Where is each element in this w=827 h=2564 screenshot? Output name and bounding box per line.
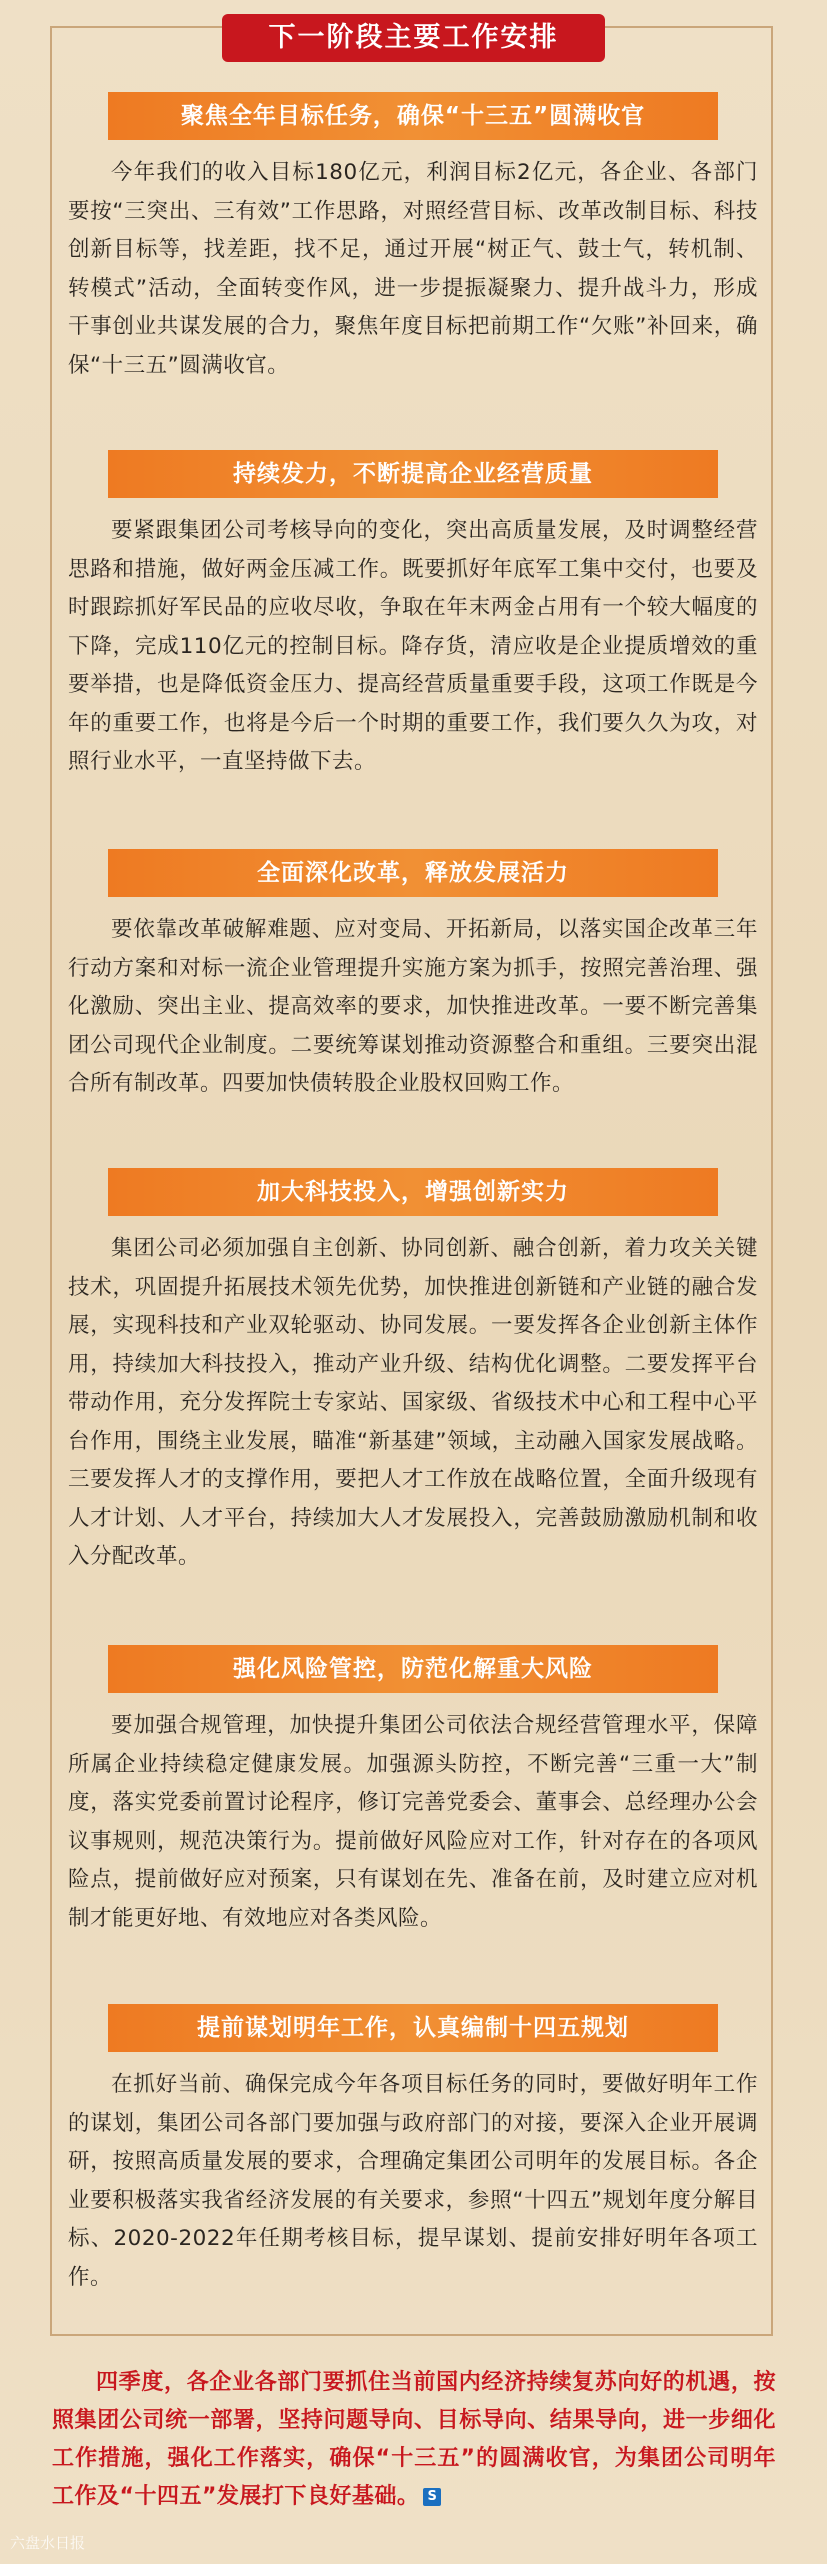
section-heading: 强化风险管控，防范化解重大风险	[108, 1645, 718, 1693]
section-4	[68, 1168, 758, 1577]
watermark: 六盘水日报	[10, 2534, 86, 2552]
page-title: 下一阶段主要工作安排	[222, 14, 605, 62]
section-body: 集团公司必须加强自主创新、协同创新、融合创新，着力攻关关键技术，巩固提升拓展技术领先优势，加快推进创新链和产业链的融合发展，实现科技和产业双轮驱动、协同发展。一要发挥各企业创新主体作用，持续加大科技投入，推动产业升级、结构优化调整。二要发挥平台带动作用，充分发挥院士专家站、国家级、省级技术中心和工程中心平台作用，围绕主业发展，瞄准“新基建”领域，主动融入国家发展战略。三要发挥人才的支撑作用，要把人才工作放在战略位置，全面升级现有人才计划、人才平台，持续加大人才发展投入，完善鼓励激励机制和收入分配改革。	[68, 1236, 758, 1569]
section-body: 要依靠改革破解难题、应对变局、开拓新局，以落实国企改革三年行动方案和对标一流企业管理提升实施方案为抓手，按照完善治理、强化激励、突出主业、提高效率的要求，加快推进改革。一要不断完善集团公司现代企业制度。二要统筹谋划推动资源整合和重组。三要突出混合所有制改革。四要加快债转股企业股权回购工作。	[68, 917, 758, 1096]
closing-paragraph	[52, 2364, 776, 2516]
section-1	[68, 92, 758, 385]
end-mark-icon: S	[423, 2488, 441, 2506]
section-heading: 全面深化改革，释放发展活力	[108, 849, 718, 897]
section-6	[68, 2004, 758, 2297]
section-heading: 持续发力，不断提高企业经营质量	[108, 450, 718, 498]
section-body: 今年我们的收入目标180亿元，利润目标2亿元，各企业、各部门要按“三突出、三有效”工作思路，对照经营目标、改革改制目标、科技创新目标等，找差距，找不足，通过开展“树正气、鼓士气，转机制、转模式”活动，全面转变作风，进一步提振凝聚力、提升战斗力，形成干事创业共谋发展的合力，聚焦年度目标把前期工作“欠账”补回来，确保“十三五”圆满收官。	[68, 160, 758, 378]
section-2	[68, 450, 758, 782]
section-body: 要紧跟集团公司考核导向的变化，突出高质量发展，及时调整经营思路和措施，做好两金压减工作。既要抓好年底军工集中交付，也要及时跟踪抓好军民品的应收尽收，争取在年末两金占用有一个较大幅度的下降，完成110亿元的控制目标。降存货，清应收是企业提质增效的重要举措，也是降低资金压力、提高经营质量重要手段，这项工作既是今年的重要工作，也将是今后一个时期的重要工作，我们要久久为攻，对照行业水平，一直坚持做下去。	[68, 518, 758, 774]
section-body: 在抓好当前、确保完成今年各项目标任务的同时，要做好明年工作的谋划，集团公司各部门要加强与政府部门的对接，要深入企业开展调研，按照高质量发展的要求，合理确定集团公司明年的发展目标。各企业要积极落实我省经济发展的有关要求，参照“十四五”规划年度分解目标、2020-2022年任期考核目标，提早谋划、提前安排好明年各项工作。	[68, 2072, 758, 2290]
section-heading: 聚焦全年目标任务，确保“十三五”圆满收官	[108, 92, 718, 140]
section-5	[68, 1645, 758, 1938]
section-3	[68, 849, 758, 1104]
section-heading: 提前谋划明年工作，认真编制十四五规划	[108, 2004, 718, 2052]
section-body: 要加强合规管理，加快提升集团公司依法合规经营管理水平，保障所属企业持续稳定健康发展。加强源头防控，不断完善“三重一大”制度，落实党委前置讨论程序，修订完善党委会、董事会、总经理办公会议事规则，规范决策行为。提前做好风险应对工作，针对存在的各项风险点，提前做好应对预案，只有谋划在先、准备在前，及时建立应对机制才能更好地、有效地应对各类风险。	[68, 1713, 758, 1931]
closing-text: 四季度，各企业各部门要抓住当前国内经济持续复苏向好的机遇，按照集团公司统一部署，坚持问题导向、目标导向、结果导向，进一步细化工作措施，强化工作落实，确保“十三五”的圆满收官，为集团公司明年工作及“十四五”发展打下良好基础。	[52, 2370, 776, 2509]
section-heading: 加大科技投入，增强创新实力	[108, 1168, 718, 1216]
